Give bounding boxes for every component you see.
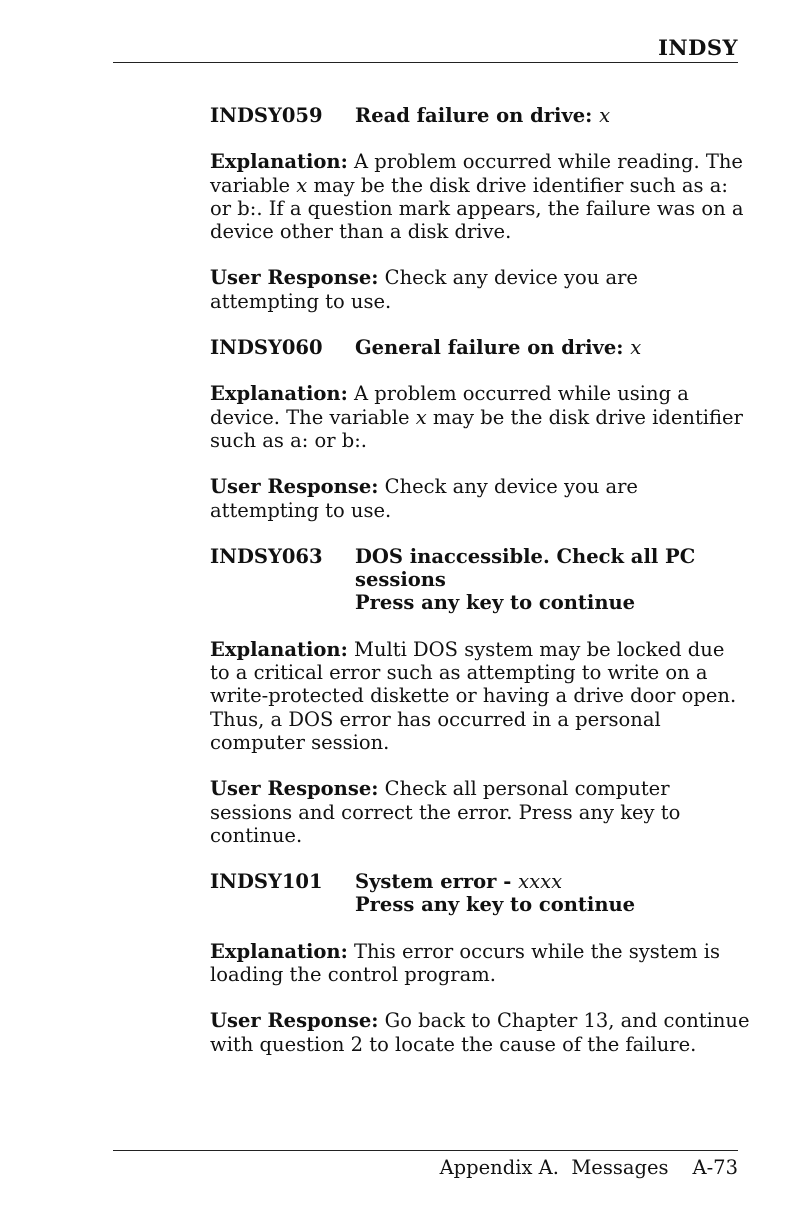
user-response [210,777,750,847]
user-response-label: User Response: [210,475,379,499]
running-header: INDSY [658,35,738,60]
message-heading [210,545,750,615]
user-response-text: Go back to Chapter 13, and continue with question 2 to locate the cause of the failure. [210,1009,750,1056]
message-title: DOS inaccessible. Check all PC sessions Press any key to continue [355,544,696,615]
message-id: INDSY060 [210,336,323,360]
explanation-text: A problem occurred while using a device. The variable x may be the disk drive identifier such as a: or b:. [210,382,743,452]
explanation [210,940,750,987]
message-variable: x [599,104,611,127]
message-variable: x [630,336,642,360]
footer-rule [113,1150,738,1151]
user-response-text: Check all personal computer sessions and correct the error. Press any key to continue. [210,777,681,847]
message-id: INDSY063 [210,544,323,568]
user-response-text: Check any device you are attempting to use. [210,475,638,522]
page-footer [440,1156,738,1179]
explanation-label: Explanation: [210,939,348,963]
message-variable: xxxx [518,870,563,894]
footer-section: Appendix A. Messages [439,1156,669,1179]
message-title: General failure on drive: x [355,336,642,360]
message-title: Read failure on drive: x [355,104,611,127]
user-response-label: User Response: [210,777,379,801]
explanation-text: Multi DOS system may be locked due to a critical error such as attempting to write on a write-protected diskette or having a drive door open. Thus, a DOS error has occurred in a personal computer session. [210,637,737,754]
user-response [210,266,750,313]
user-response [210,1009,750,1056]
message-id: INDSY059 [210,104,323,127]
explanation [210,150,750,243]
inline-variable: x [415,405,427,429]
message-entry-indsy060 [210,336,750,522]
explanation-text: This error occurs while the system is loading the control program. [210,939,721,987]
explanation-text: A problem occurred while reading. The variable x may be the disk drive identifier such as a: or b:. If a question mark appears, the failure was on a device other than a disk drive. [210,150,744,244]
inline-variable: x [296,173,308,197]
page-number: A-73 [692,1156,738,1179]
user-response-text: Check any device you are attempting to use. [210,266,638,313]
message-heading [210,870,750,917]
message-entry-indsy059 [210,104,750,313]
message-id: INDSY101 [210,870,323,894]
header-rule [113,62,738,63]
explanation-label: Explanation: [210,637,348,661]
explanation-label: Explanation: [210,150,348,174]
explanation [210,382,750,452]
user-response-label: User Response: [210,266,379,290]
explanation [210,638,750,754]
message-title: System error - xxxx Press any key to continue [355,870,636,917]
user-response [210,475,750,522]
explanation-label: Explanation: [210,382,348,406]
user-response-label: User Response: [210,1009,379,1033]
message-entry-indsy063 [210,545,750,847]
message-heading [210,104,750,127]
message-heading [210,336,750,359]
message-entry-indsy101 [210,870,750,1056]
message-list [210,104,750,1079]
